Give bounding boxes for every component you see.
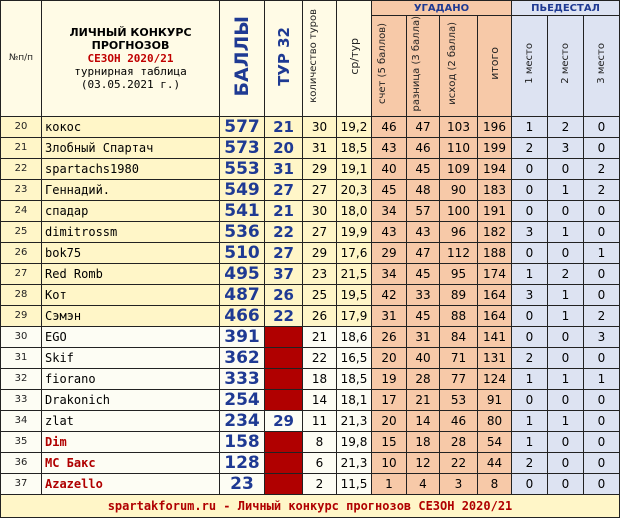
place3-value: 0: [584, 200, 620, 221]
total-value: 199: [478, 137, 512, 158]
points-value: 158: [220, 431, 265, 452]
diff-value: 21: [407, 389, 440, 410]
participant-name: Кот: [42, 284, 220, 305]
outcome-header: исход (2 балла): [440, 16, 478, 117]
tour-points-value: 26: [265, 284, 303, 305]
place2-value: 0: [548, 158, 584, 179]
total-value: 164: [478, 305, 512, 326]
score-value: 26: [372, 326, 407, 347]
diff-value: 14: [407, 410, 440, 431]
points-header: БАЛЛЫ: [220, 1, 265, 117]
place2-header: 2 место: [548, 16, 584, 117]
diff-value: 45: [407, 305, 440, 326]
participant-name: Skif: [42, 347, 220, 368]
tour-points-value: [265, 431, 303, 452]
score-value: 31: [372, 305, 407, 326]
avg-value: 19,5: [337, 284, 372, 305]
points-value: 128: [220, 452, 265, 473]
points-value: 510: [220, 242, 265, 263]
tours-count-value: 21: [303, 326, 337, 347]
tour-points-value: [265, 452, 303, 473]
place2-value: 0: [548, 389, 584, 410]
score-value: 42: [372, 284, 407, 305]
score-value: 29: [372, 242, 407, 263]
table-row: [1, 368, 620, 389]
tours-count-value: 29: [303, 242, 337, 263]
table-row: [1, 410, 620, 431]
outcome-value: 3: [440, 473, 478, 494]
diff-header: разница (3 балла): [407, 16, 440, 117]
tours-count-header: количество туров: [303, 1, 337, 117]
tours-count-value: 27: [303, 179, 337, 200]
row-number: 23: [1, 179, 42, 200]
score-value: 43: [372, 137, 407, 158]
footer-row: [1, 494, 620, 517]
place3-value: 0: [584, 473, 620, 494]
participant-name: Drakonich: [42, 389, 220, 410]
diff-value: 43: [407, 221, 440, 242]
guessed-group-header: УГАДАНО: [372, 1, 512, 16]
diff-value: 33: [407, 284, 440, 305]
avg-value: 21,5: [337, 263, 372, 284]
table-row: [1, 263, 620, 284]
outcome-value: 110: [440, 137, 478, 158]
table-row: [1, 116, 620, 137]
place3-value: 2: [584, 179, 620, 200]
outcome-value: 109: [440, 158, 478, 179]
outcome-value: 53: [440, 389, 478, 410]
points-value: 487: [220, 284, 265, 305]
participant-name: Злобный Спартач: [42, 137, 220, 158]
tours-count-value: 22: [303, 347, 337, 368]
place1-value: 1: [512, 368, 548, 389]
table-row: [1, 284, 620, 305]
tour-points-value: [265, 347, 303, 368]
row-number: 20: [1, 116, 42, 137]
tour-points-value: [265, 389, 303, 410]
tour-points-value: 22: [265, 305, 303, 326]
row-number: 37: [1, 473, 42, 494]
score-value: 17: [372, 389, 407, 410]
place2-value: 0: [548, 200, 584, 221]
place2-value: 3: [548, 137, 584, 158]
table-row: [1, 242, 620, 263]
tour-header: ТУР 32: [265, 1, 303, 117]
avg-value: 18,5: [337, 368, 372, 389]
place1-value: 0: [512, 158, 548, 179]
participant-name: dimitrossm: [42, 221, 220, 242]
place2-value: 0: [548, 347, 584, 368]
place2-value: 0: [548, 431, 584, 452]
avg-value: 19,9: [337, 221, 372, 242]
outcome-value: 77: [440, 368, 478, 389]
outcome-value: 22: [440, 452, 478, 473]
outcome-value: 95: [440, 263, 478, 284]
outcome-value: 71: [440, 347, 478, 368]
avg-value: 17,6: [337, 242, 372, 263]
total-value: 124: [478, 368, 512, 389]
row-number: 25: [1, 221, 42, 242]
diff-value: 57: [407, 200, 440, 221]
points-value: 333: [220, 368, 265, 389]
place2-value: 2: [548, 116, 584, 137]
tour-points-value: 20: [265, 137, 303, 158]
participant-name: zlat: [42, 410, 220, 431]
row-number: 33: [1, 389, 42, 410]
avg-value: 19,2: [337, 116, 372, 137]
tour-points-value: 29: [265, 410, 303, 431]
place3-value: 0: [584, 116, 620, 137]
place2-value: 0: [548, 326, 584, 347]
tours-count-value: 27: [303, 221, 337, 242]
tours-count-value: 25: [303, 284, 337, 305]
place3-value: 0: [584, 137, 620, 158]
table-row: [1, 179, 620, 200]
diff-value: 12: [407, 452, 440, 473]
diff-value: 46: [407, 137, 440, 158]
tours-count-value: 6: [303, 452, 337, 473]
outcome-value: 89: [440, 284, 478, 305]
place3-value: 1: [584, 368, 620, 389]
outcome-value: 84: [440, 326, 478, 347]
table-row: [1, 326, 620, 347]
points-value: 362: [220, 347, 265, 368]
total-value: 183: [478, 179, 512, 200]
place2-value: 0: [548, 473, 584, 494]
place3-value: 2: [584, 158, 620, 179]
total-value: 191: [478, 200, 512, 221]
total-value: 80: [478, 410, 512, 431]
total-value: 196: [478, 116, 512, 137]
total-value: 188: [478, 242, 512, 263]
diff-value: 4: [407, 473, 440, 494]
tours-count-value: 23: [303, 263, 337, 284]
points-value: 536: [220, 221, 265, 242]
place3-value: 0: [584, 452, 620, 473]
tour-points-value: 27: [265, 242, 303, 263]
diff-value: 31: [407, 326, 440, 347]
points-value: 495: [220, 263, 265, 284]
place1-value: 2: [512, 452, 548, 473]
tour-points-value: 37: [265, 263, 303, 284]
place1-value: 0: [512, 473, 548, 494]
outcome-value: 100: [440, 200, 478, 221]
diff-value: 40: [407, 347, 440, 368]
place3-value: 1: [584, 242, 620, 263]
tour-points-value: [265, 473, 303, 494]
total-value: 174: [478, 263, 512, 284]
total-value: 44: [478, 452, 512, 473]
place1-value: 3: [512, 221, 548, 242]
place3-header: 3 место: [584, 16, 620, 117]
points-value: 23: [220, 473, 265, 494]
avg-value: 16,5: [337, 347, 372, 368]
points-value: 573: [220, 137, 265, 158]
place2-value: 0: [548, 242, 584, 263]
participant-name: fiorano: [42, 368, 220, 389]
subtitle: турнирная таблица: [74, 64, 187, 78]
total-value: 91: [478, 389, 512, 410]
score-value: 15: [372, 431, 407, 452]
participant-name: Геннадий.: [42, 179, 220, 200]
place3-value: 0: [584, 284, 620, 305]
avg-value: 21,3: [337, 452, 372, 473]
points-value: 466: [220, 305, 265, 326]
header-top-row: [1, 1, 620, 16]
total-value: 194: [478, 158, 512, 179]
table-row: [1, 305, 620, 326]
row-number: 31: [1, 347, 42, 368]
avg-value: 11,5: [337, 473, 372, 494]
tour-points-value: [265, 326, 303, 347]
outcome-value: 112: [440, 242, 478, 263]
score-value: 45: [372, 179, 407, 200]
row-number: 27: [1, 263, 42, 284]
np-header: №п/п: [1, 1, 42, 117]
participant-name: bok75: [42, 242, 220, 263]
row-number: 36: [1, 452, 42, 473]
outcome-value: 28: [440, 431, 478, 452]
total-value: 164: [478, 284, 512, 305]
score-value: 10: [372, 452, 407, 473]
place3-value: 0: [584, 410, 620, 431]
outcome-value: 96: [440, 221, 478, 242]
tour-points-value: 31: [265, 158, 303, 179]
avg-value: 17,9: [337, 305, 372, 326]
score-value: 46: [372, 116, 407, 137]
diff-value: 47: [407, 116, 440, 137]
place1-value: 0: [512, 179, 548, 200]
standings-body: [1, 116, 620, 494]
avg-value: 18,5: [337, 137, 372, 158]
avg-value: 18,1: [337, 389, 372, 410]
place1-value: 1: [512, 431, 548, 452]
points-value: 549: [220, 179, 265, 200]
place2-value: 1: [548, 368, 584, 389]
score-value: 34: [372, 263, 407, 284]
row-number: 34: [1, 410, 42, 431]
tours-count-value: 11: [303, 410, 337, 431]
diff-value: 45: [407, 158, 440, 179]
place1-value: 0: [512, 242, 548, 263]
total-value: 54: [478, 431, 512, 452]
outcome-value: 46: [440, 410, 478, 431]
table-row: [1, 452, 620, 473]
place3-value: 0: [584, 221, 620, 242]
tours-count-value: 30: [303, 200, 337, 221]
diff-value: 28: [407, 368, 440, 389]
row-number: 35: [1, 431, 42, 452]
participant-name: MC Бакс: [42, 452, 220, 473]
diff-value: 48: [407, 179, 440, 200]
place2-value: 1: [548, 179, 584, 200]
table-row: [1, 137, 620, 158]
score-value: 40: [372, 158, 407, 179]
row-number: 29: [1, 305, 42, 326]
date-label: (03.05.2021 г.): [80, 77, 181, 91]
score-header: счет (5 баллов): [372, 16, 407, 117]
participant-name: Red Romb: [42, 263, 220, 284]
row-number: 30: [1, 326, 42, 347]
total-value: 8: [478, 473, 512, 494]
place1-value: 1: [512, 116, 548, 137]
table-row: [1, 431, 620, 452]
place3-value: 3: [584, 326, 620, 347]
total-value: 182: [478, 221, 512, 242]
place1-value: 0: [512, 200, 548, 221]
place1-value: 0: [512, 326, 548, 347]
tour-points-value: 21: [265, 116, 303, 137]
place3-value: 0: [584, 431, 620, 452]
tours-count-value: 14: [303, 389, 337, 410]
table-row: [1, 200, 620, 221]
table-row: [1, 221, 620, 242]
avg-value: 20,3: [337, 179, 372, 200]
points-value: 541: [220, 200, 265, 221]
participant-name: Сэмэн: [42, 305, 220, 326]
tour-points-value: 27: [265, 179, 303, 200]
row-number: 26: [1, 242, 42, 263]
table-row: [1, 158, 620, 179]
place1-header: 1 место: [512, 16, 548, 117]
tour-points-value: [265, 368, 303, 389]
avg-value: 18,6: [337, 326, 372, 347]
participant-name: кокос: [42, 116, 220, 137]
avg-value: 19,8: [337, 431, 372, 452]
title-line1: ЛИЧНЫЙ КОНКУРС: [69, 25, 192, 39]
score-value: 1: [372, 473, 407, 494]
diff-value: 18: [407, 431, 440, 452]
avg-value: 18,0: [337, 200, 372, 221]
row-number: 32: [1, 368, 42, 389]
row-number: 28: [1, 284, 42, 305]
points-value: 577: [220, 116, 265, 137]
outcome-value: 103: [440, 116, 478, 137]
table-row: [1, 473, 620, 494]
title-cell: [42, 1, 220, 117]
tour-points-value: 22: [265, 221, 303, 242]
tours-count-value: 26: [303, 305, 337, 326]
participant-name: EGO: [42, 326, 220, 347]
points-value: 234: [220, 410, 265, 431]
score-value: 43: [372, 221, 407, 242]
points-value: 553: [220, 158, 265, 179]
participant-name: спадар: [42, 200, 220, 221]
place2-value: 2: [548, 263, 584, 284]
avg-header: ср/тур: [337, 1, 372, 117]
place1-value: 3: [512, 284, 548, 305]
tours-count-value: 2: [303, 473, 337, 494]
total-value: 141: [478, 326, 512, 347]
tours-count-value: 30: [303, 116, 337, 137]
place1-value: 2: [512, 347, 548, 368]
tours-count-value: 31: [303, 137, 337, 158]
row-number: 24: [1, 200, 42, 221]
place1-value: 1: [512, 410, 548, 431]
place3-value: 2: [584, 305, 620, 326]
participant-name: Dim: [42, 431, 220, 452]
score-value: 19: [372, 368, 407, 389]
total-value: 131: [478, 347, 512, 368]
row-number: 22: [1, 158, 42, 179]
outcome-value: 88: [440, 305, 478, 326]
tours-count-value: 18: [303, 368, 337, 389]
place1-value: 1: [512, 263, 548, 284]
total-header: итого: [478, 16, 512, 117]
avg-value: 21,3: [337, 410, 372, 431]
place3-value: 0: [584, 389, 620, 410]
diff-value: 47: [407, 242, 440, 263]
participant-name: spartachs1980: [42, 158, 220, 179]
place2-value: 1: [548, 284, 584, 305]
season-label: СЕЗОН 2020/21: [87, 51, 174, 65]
footer-text: spartakforum.ru - Личный конкурс прогнозов СЕЗОН 2020/21: [1, 494, 620, 517]
tours-count-value: 8: [303, 431, 337, 452]
place3-value: 0: [584, 263, 620, 284]
place1-value: 0: [512, 389, 548, 410]
table-row: [1, 347, 620, 368]
outcome-value: 90: [440, 179, 478, 200]
tour-points-value: 21: [265, 200, 303, 221]
place1-value: 2: [512, 137, 548, 158]
participant-name: Azazello: [42, 473, 220, 494]
points-value: 391: [220, 326, 265, 347]
place2-value: 0: [548, 452, 584, 473]
tours-count-value: 29: [303, 158, 337, 179]
score-value: 20: [372, 410, 407, 431]
score-value: 20: [372, 347, 407, 368]
place3-value: 0: [584, 347, 620, 368]
place1-value: 0: [512, 305, 548, 326]
table-row: [1, 389, 620, 410]
place2-value: 1: [548, 221, 584, 242]
points-value: 254: [220, 389, 265, 410]
place2-value: 1: [548, 410, 584, 431]
podium-group-header: ПЬЕДЕСТАЛ: [512, 1, 620, 16]
diff-value: 45: [407, 263, 440, 284]
place2-value: 1: [548, 305, 584, 326]
row-number: 21: [1, 137, 42, 158]
score-value: 34: [372, 200, 407, 221]
avg-value: 19,1: [337, 158, 372, 179]
title-line2: ПРОГНОЗОВ: [91, 38, 170, 52]
